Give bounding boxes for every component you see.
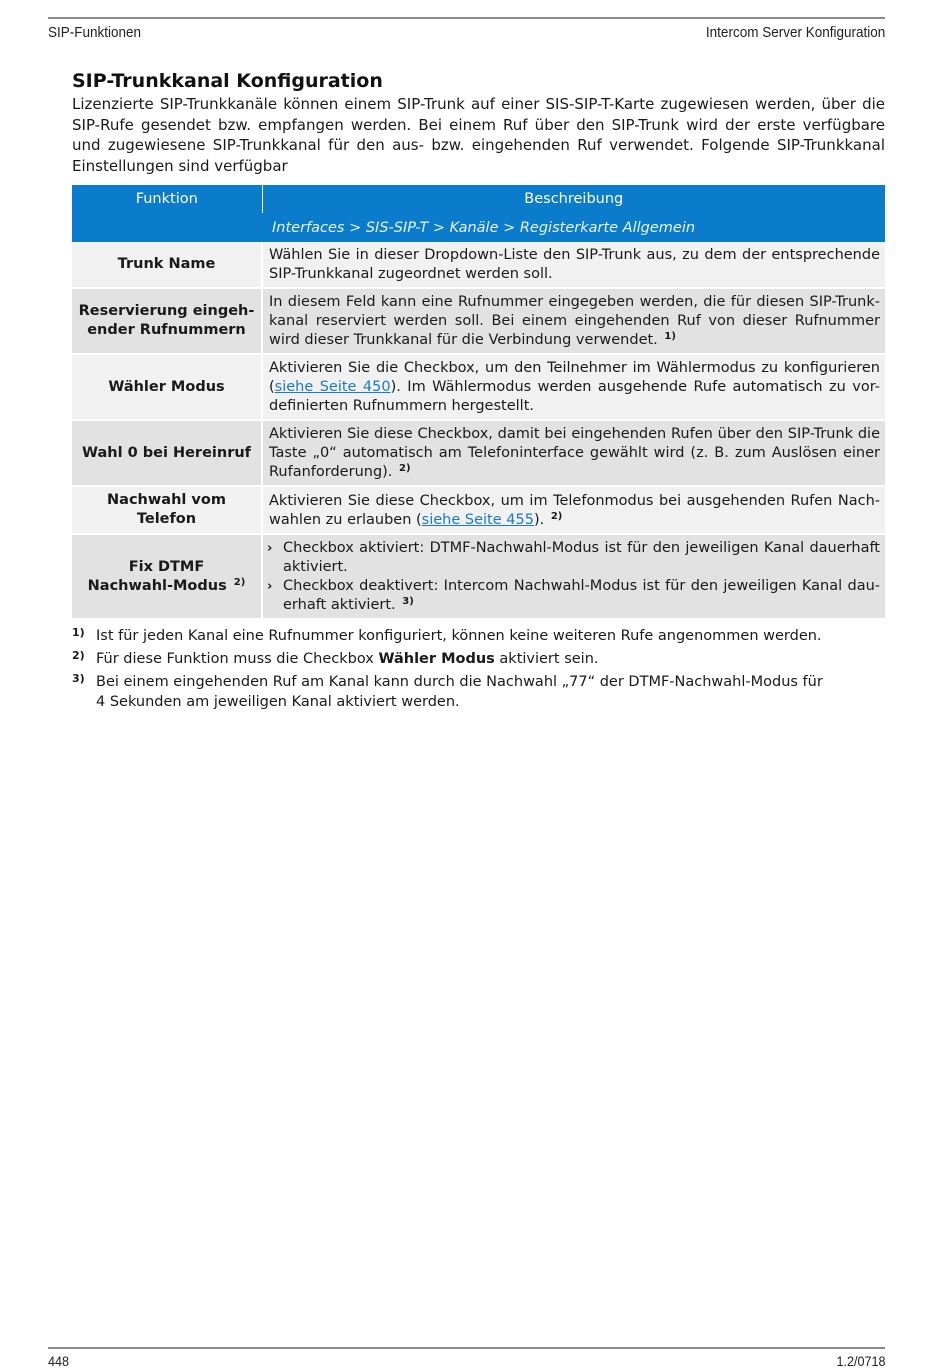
chevron-right-icon: › (267, 541, 273, 556)
function-description: Aktivieren Sie diese Checkbox, um im Telefonmodus bei ausgehenden Rufen Nach-wahlen zu erlauben (siehe Seite 455). $^{2)}$ (262, 486, 885, 534)
list-item: › Checkbox aktiviert: DTMF-Nachwahl-Modus ist für den jeweiligen Kanal dauerhaft aktiviert. (267, 540, 880, 575)
table-row (72, 486, 885, 534)
document-version: 1.2/0718 (835, 1353, 885, 1369)
chevron-right-icon: › (267, 579, 273, 594)
function-description (262, 534, 885, 619)
function-name: Wähler Modus (72, 354, 262, 420)
settings-table (72, 185, 885, 620)
page-link[interactable]: siehe Seite 450 (274, 379, 391, 395)
list-item: › Checkbox deaktivert: Intercom Nachwahl-Modus ist für den jeweiligen Kanal dau-erhaft aktiviert. $^{3)}$ (267, 578, 880, 613)
footnote: 3) Bei einem eingehenden Ruf am Kanal kann durch die Nachwahl „77“ der DTMF-Nachwahl-Modus für 4 Sekunden am jeweiligen Kanal aktiviert werden. (72, 672, 885, 712)
column-header-description: Beschreibung (262, 185, 885, 213)
footnote-ref: 2) (550, 510, 563, 522)
header-chapter-name: Intercom Server Konfiguration (705, 24, 885, 41)
footnote-mark: 1) (72, 626, 85, 639)
footnotes (72, 626, 885, 712)
intro-paragraph: Lizenzierte SIP-Trunkkanäle können einem SIP-Trunk auf einer SIS-SIP-T-Karte zugewiesen werden, über die SIP-Rufe gesendet bzw. empfangen werden. Bei einem Ruf über den SIP-Trunk wird der erste verfügbare und zugewiesene SIP-Trunkkanal für den aus- bzw. eingehenden Ruf verwendet. Folgende SIP-Trunkkanal Einstellungen sind verfügbar (72, 95, 885, 175)
footnote-ref: 2) (399, 463, 411, 474)
section-title: SIP-Trunkkanal Konfiguration (72, 70, 383, 92)
page-number: 448 (48, 1353, 70, 1369)
column-header-function: Funktion (72, 185, 262, 213)
footnote-mark: 3) (72, 672, 85, 685)
function-name: Reservierung eingeh- ender Rufnummern (72, 288, 262, 354)
table-row (72, 288, 885, 354)
function-name: Wahl 0 bei Hereinruf (72, 420, 262, 486)
footer-rule (48, 1347, 885, 1349)
footnote-ref: 3) (402, 596, 414, 607)
main-content (72, 70, 885, 715)
table-row (72, 420, 885, 486)
function-name: Fix DTMF Nachwahl-Modus $^{2)}$ (72, 534, 262, 619)
table-row (72, 242, 885, 288)
function-description: Aktivieren Sie diese Checkbox, damit bei eingehenden Rufen über den SIP-Trunk die Taste „0“ automatisch am Telefoninterface gewählt wird (z. B. zum Auslösen einer Rufanforderung). $^{2)}$ (262, 420, 885, 486)
footnote-ref: 1) (664, 331, 676, 342)
function-description: In diesem Feld kann eine Rufnummer eingegeben werden, die für diesen SIP-Trunk-kanal reserviert werden soll. Bei einem eingehenden Ruf von dieser Rufnummer wird dieser Trunkkanal für die Verbindung verwendet. $^{1)}$ (262, 288, 885, 354)
footnote: 1) Ist für jeden Kanal eine Rufnummer konfiguriert, können keine weiteren Rufe angenommen werden. (72, 626, 885, 646)
function-description: Wählen Sie in dieser Dropdown-Liste den SIP-Trunk aus, zu dem der entsprechende SIP-Trunkkanal zugeordnet werden soll. (262, 242, 885, 288)
function-name: Trunk Name (72, 242, 262, 288)
header-rule (48, 17, 885, 19)
header-section-name: SIP-Funktionen (48, 24, 142, 41)
function-name: Nachwahl vom Telefon (72, 486, 262, 534)
function-description: Aktivieren Sie die Checkbox, um den Teilnehmer im Wählermodus zu konfigurieren (siehe Seite 450). Im Wählermodus werden ausgehende Rufe automatisch zu vor-definierten Rufnummern hergestellt. (262, 354, 885, 420)
table-row (72, 354, 885, 420)
footnote-mark: 2) (72, 649, 85, 662)
table-row (72, 534, 885, 619)
footnote: 2) Für diese Funktion muss die Checkbox Wähler Modus aktiviert sein. (72, 649, 885, 669)
page-link[interactable]: siehe Seite 455 (421, 511, 534, 528)
footnote-ref: 2) (233, 576, 246, 588)
bullet-list (269, 539, 880, 615)
menu-path: Interfaces > SIS-SIP-T > Kanäle > Registerkarte Allgemein (262, 213, 885, 242)
